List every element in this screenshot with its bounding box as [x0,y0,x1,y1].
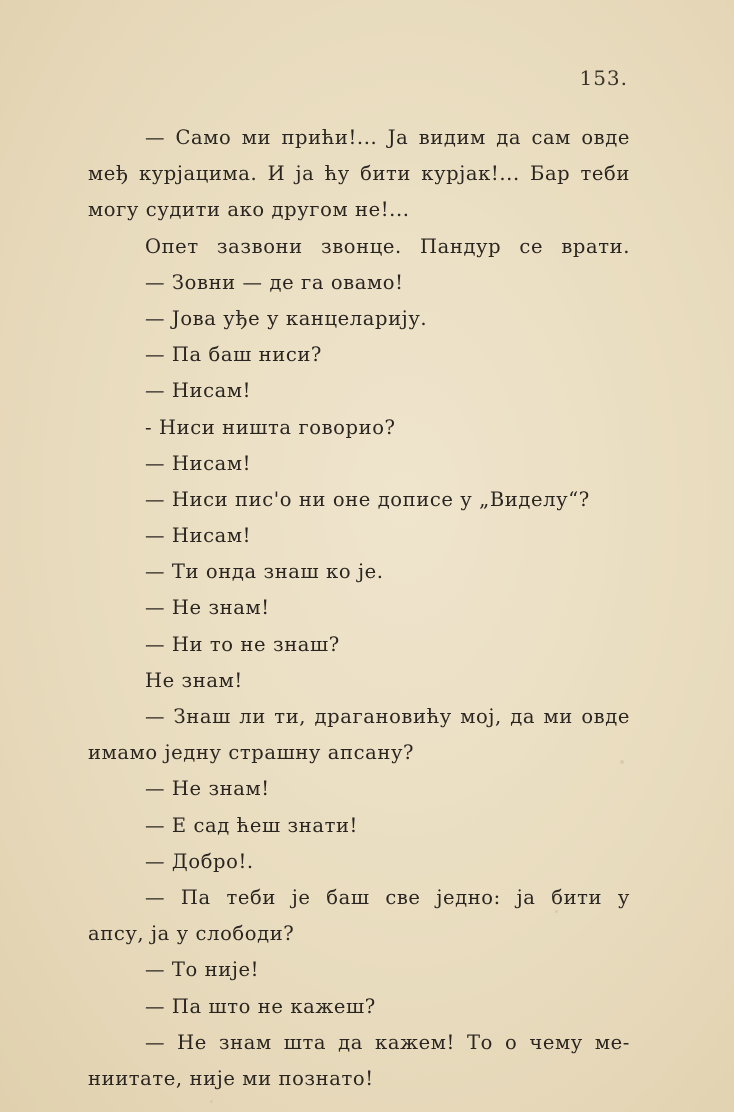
text-line: — Нисам! [145,451,252,475]
text-line: — Не знам! [145,777,270,801]
text-line: — Зовни — де га овамо! [145,270,404,294]
text-line: могу судити ако другом не!... [88,198,410,222]
text-line: имамо једну страшну апсану? [88,741,415,765]
paper-spot [620,760,624,764]
text-line: — Јова уђе у канцеларију. [145,306,428,330]
text-line: Не знам! [145,668,243,692]
paper-spot [555,910,558,913]
text-line: — Па теби је баш све једно: ја бити у [145,885,630,909]
text-line: — Не знам шта да кажем! То о чему ме- [145,1030,630,1054]
text-line: - Ниси ништа говорио? [145,415,396,439]
text-line: Опет зазвони звонце. Пандур се врати. [145,234,630,258]
text-line: — Нисам! [145,379,252,403]
text-line: — То није! [145,958,260,982]
text-line: — Е сад ћеш знати! [145,813,358,837]
text-line: — Ти онда знаш ко је. [145,560,384,584]
paper-spot [210,1100,213,1103]
text-line: апсу, ја у слободи? [88,922,295,946]
text-line: међ курјацима. И ја ћу бити курјак!... Бар теби [88,162,630,186]
text-line: — Па баш ниси? [145,343,322,367]
text-line: — Ниси пис'о ни оне дописе у „Виделу“? [145,487,590,511]
text-line: — Добро!. [145,849,254,873]
text-line: — Ни то не знаш? [145,632,340,656]
text-line: — Нисам! [145,524,252,548]
page-number: 153. [579,66,628,90]
text-line: — Па што не кажеш? [145,994,376,1018]
body-text [88,120,630,1097]
text-line: — Знаш ли ти, драгановићу мој, да ми овде [145,705,630,728]
text-line: ниитате, није ми познато! [88,1066,374,1090]
text-line: — Не знам! [145,596,270,620]
text-line: — Само ми прићи!... Ја видим да сам овде [145,126,630,149]
